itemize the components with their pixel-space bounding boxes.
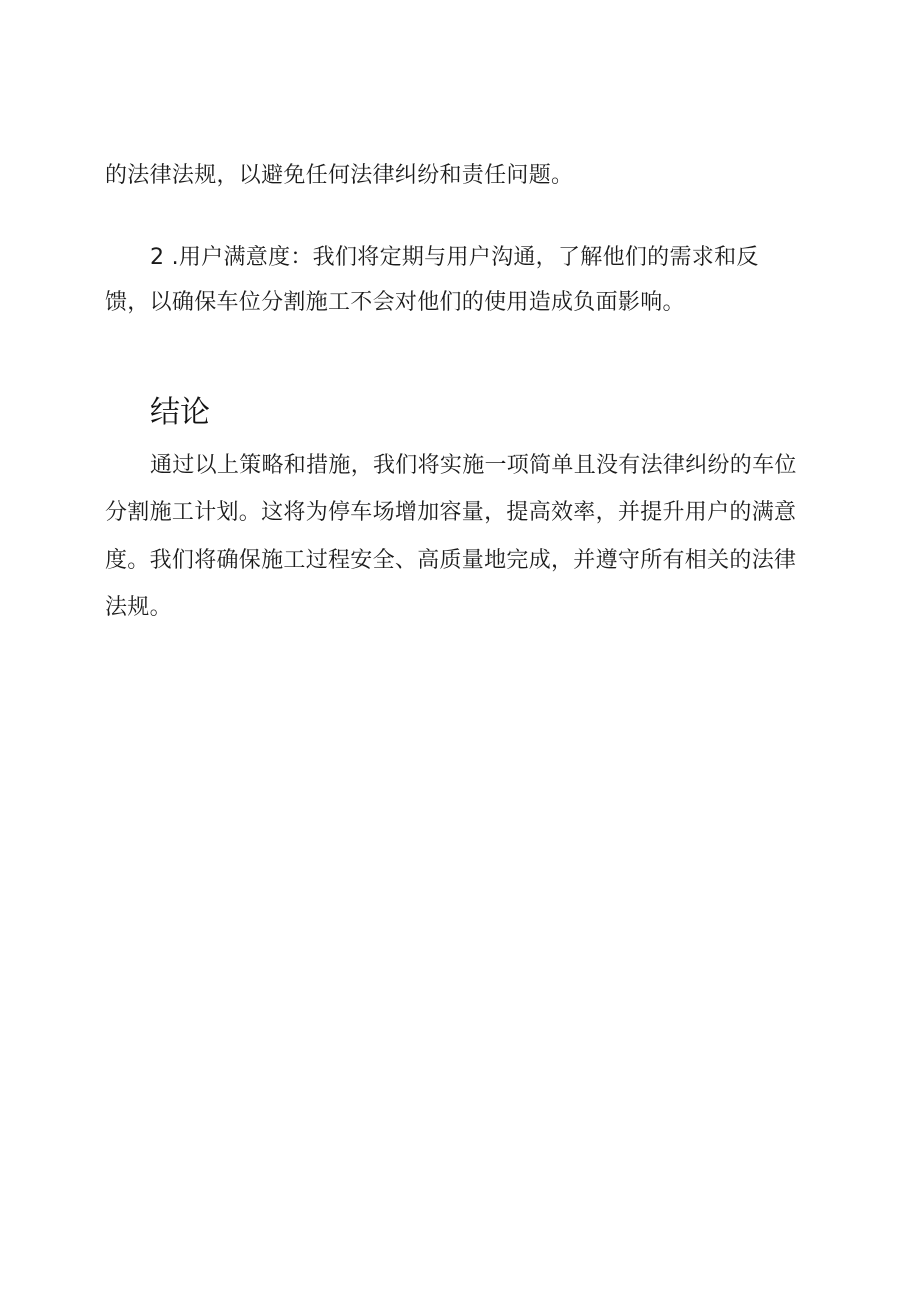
paragraph-line: 通过以上策略和措施，我们将实施一项简单且没有法律纠纷的车位	[150, 453, 797, 478]
paragraph-line: 的法律法规，以避免任何法律纠纷和责任问题。	[105, 163, 574, 188]
paragraph-line: 度。我们将确保施工过程安全、高质量地完成，并遵守所有相关的法律	[105, 548, 797, 573]
section-heading: 结论	[150, 395, 210, 430]
paragraph-line: 馈，以确保车位分割施工不会对他们的使用造成负面影响。	[105, 290, 685, 315]
paragraph-line: 分割施工计划。这将为停车场增加容量，提高效率，并提升用户的满意	[105, 500, 797, 525]
paragraph-line: 2 .用户满意度：我们将定期与用户沟通，了解他们的需求和反	[150, 245, 759, 270]
paragraph-line: 法规。	[105, 595, 172, 620]
